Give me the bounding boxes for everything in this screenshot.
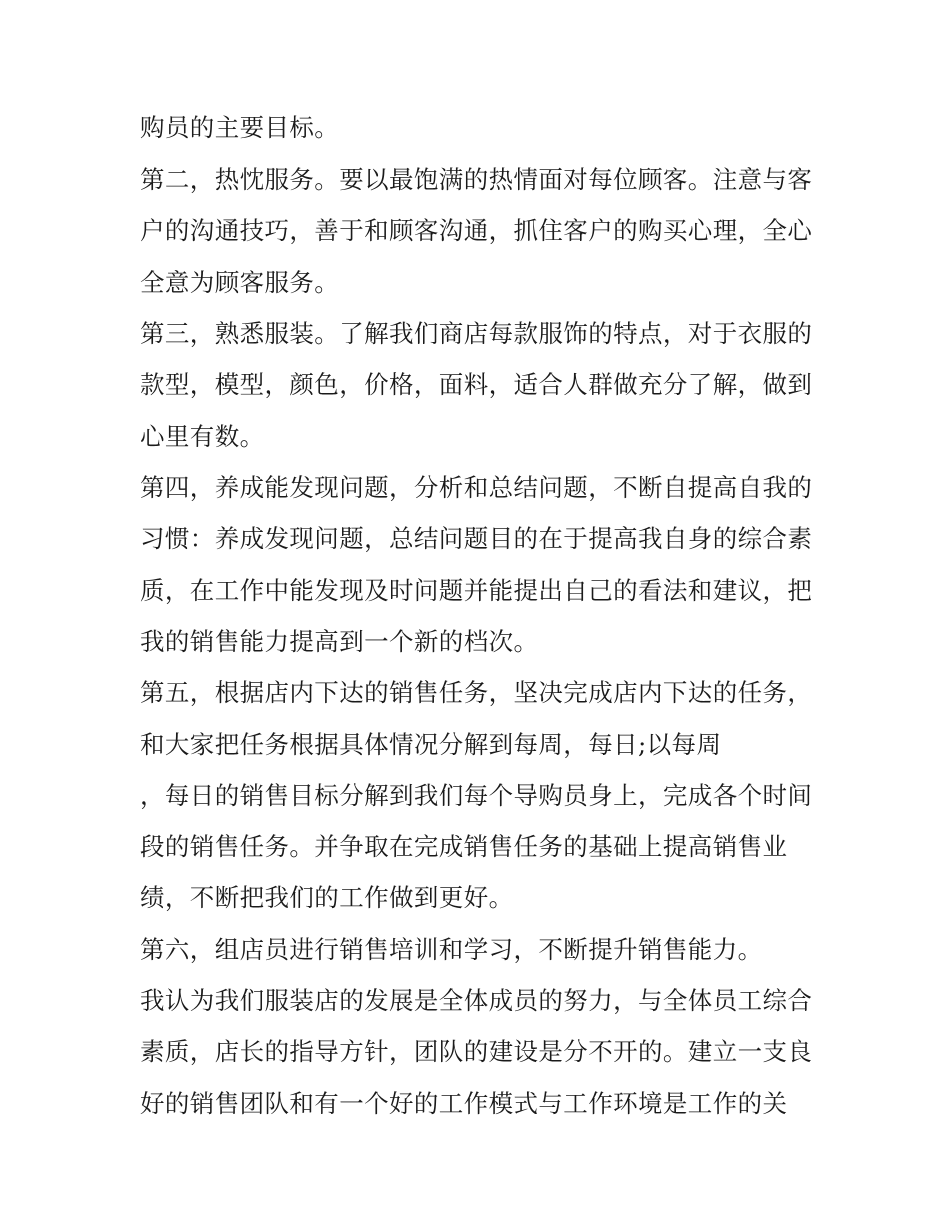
text-line: 第三，熟悉服装。了解我们商店每款服饰的特点，对于衣服的 [140,319,813,348]
text-line: 户的沟通技巧，善于和顾客沟通，抓住客户的购买心理，全心 [140,216,813,245]
text-line: 第四，养成能发现问题，分析和总结问题，不断自提高自我的 [140,473,813,502]
text-line: 我认为我们服装店的发展是全体成员的努力，与全体员工综合 [140,986,813,1015]
text-line: 第二，热忱服务。要以最饱满的热情面对每位顾客。注意与客 [140,165,813,194]
text-line: 我的销售能力提高到一个新的档次。 [140,627,539,656]
text-line: ，每日的销售目标分解到我们每个导购员身上，完成各个时间 [140,781,813,810]
text-line: 心里有数。 [140,422,265,451]
text-line: 和大家把任务根据具体情况分解到每周，每日;以每周 [140,730,722,759]
text-line: 段的销售任务。并争取在完成销售任务的基础上提高销售业 [140,832,788,861]
text-line: 习惯：养成发现问题，总结问题目的在于提高我自身的综合素 [140,524,813,553]
text-line: 购员的主要目标。 [140,113,340,142]
text-line: 好的销售团队和有一个好的工作模式与工作环境是工作的关 [140,1089,788,1118]
text-line: 素质，店长的指导方针，团队的建设是分不开的。建立一支良 [140,1037,813,1066]
text-line: 绩，不断把我们的工作做到更好。 [140,883,514,912]
text-line: 质，在工作中能发现及时问题并能提出自己的看法和建议，把 [140,576,813,605]
text-line: 第六，组店员进行销售培训和学习，不断提升销售能力。 [140,935,763,964]
text-line: 全意为顾客服务。 [140,268,340,297]
text-line: 款型，模型，颜色，价格，面料，适合人群做充分了解，做到 [140,370,813,399]
text-line: 第五，根据店内下达的销售任务，坚决完成店内下达的任务， [140,678,813,707]
